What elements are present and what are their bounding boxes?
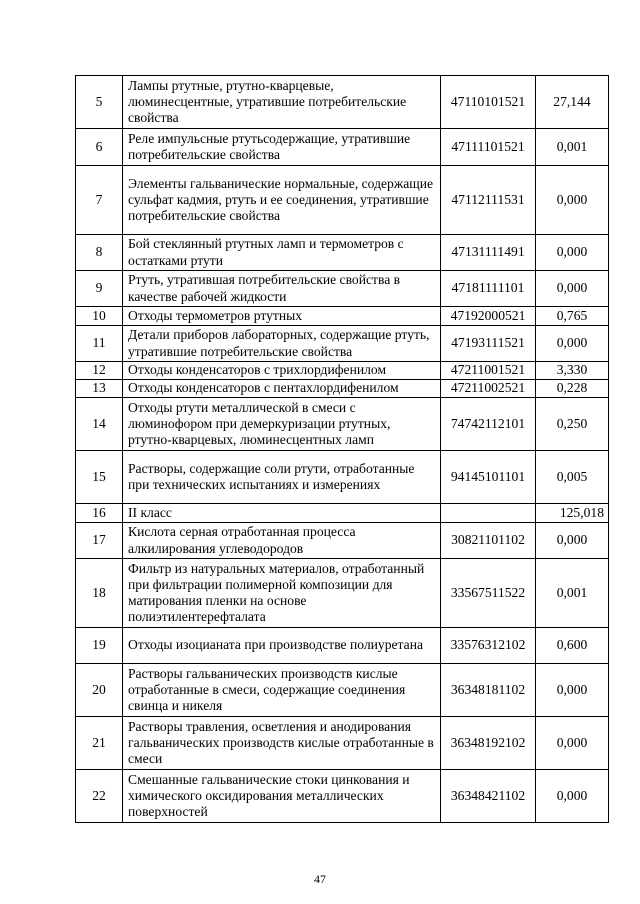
table-row — [76, 398, 609, 451]
fkko-code: 47211001521 — [441, 362, 536, 380]
waste-name: Растворы травления, осветления и анодирования гальванических производств кислые отработанные в смеси — [123, 717, 441, 770]
fkko-code: 30821101102 — [441, 523, 536, 559]
waste-name: Кислота серная отработанная процесса алкилирования углеводородов — [123, 523, 441, 559]
table-row — [76, 559, 609, 628]
waste-quantity: 0,000 — [536, 166, 609, 235]
waste-name: Реле импульсные ртутьсодержащие, утратившие потребительские свойства — [123, 129, 441, 166]
waste-name: Отходы конденсаторов с трихлордифенилом — [123, 362, 441, 380]
table-row — [76, 770, 609, 823]
row-number: 12 — [76, 362, 123, 380]
fkko-code — [441, 504, 536, 523]
page-number: 47 — [314, 872, 326, 886]
waste-quantity: 0,001 — [536, 129, 609, 166]
row-number: 16 — [76, 504, 123, 523]
fkko-code: 94145101101 — [441, 451, 536, 504]
fkko-code: 47112111531 — [441, 166, 536, 235]
waste-name: Смешанные гальванические стоки цинкования и химического оксидирования металлических поверхностей — [123, 770, 441, 823]
row-number: 11 — [76, 326, 123, 362]
waste-name: Ртуть, утратившая потребительские свойства в качестве рабочей жидкости — [123, 271, 441, 307]
row-number: 14 — [76, 398, 123, 451]
row-number: 19 — [76, 628, 123, 664]
table-row — [76, 271, 609, 307]
row-number: 9 — [76, 271, 123, 307]
waste-quantity: 0,228 — [536, 380, 609, 398]
waste-name: Растворы гальванических производств кислые отработанные в смеси, содержащие соединения свинца и никеля — [123, 664, 441, 717]
row-number: 10 — [76, 307, 123, 326]
waste-quantity: 125,018 — [536, 504, 609, 523]
fkko-code: 47192000521 — [441, 307, 536, 326]
row-number: 18 — [76, 559, 123, 628]
fkko-code: 74742112101 — [441, 398, 536, 451]
table-row — [76, 166, 609, 235]
table-row — [76, 307, 609, 326]
table-row — [76, 451, 609, 504]
waste-quantity: 0,000 — [536, 523, 609, 559]
table-row — [76, 326, 609, 362]
row-number: 15 — [76, 451, 123, 504]
waste-name: Отходы ртути металлической в смеси с люминофором при демеркуризации ртутных, ртутно-кварцевых, люминесцентных ламп — [123, 398, 441, 451]
waste-quantity: 0,000 — [536, 717, 609, 770]
fkko-code: 33576312102 — [441, 628, 536, 664]
fkko-code: 47110101521 — [441, 76, 536, 129]
table-row — [76, 235, 609, 271]
waste-quantity: 0,005 — [536, 451, 609, 504]
waste-name: Отходы изоцианата при производстве полиуретана — [123, 628, 441, 664]
row-number: 6 — [76, 129, 123, 166]
waste-quantity: 0,000 — [536, 271, 609, 307]
waste-name: II класс — [123, 504, 441, 523]
table-row — [76, 504, 609, 523]
waste-quantity: 0,000 — [536, 326, 609, 362]
table-row — [76, 717, 609, 770]
table-row — [76, 523, 609, 559]
table-body — [76, 76, 609, 823]
row-number: 17 — [76, 523, 123, 559]
waste-quantity: 3,330 — [536, 362, 609, 380]
row-number: 7 — [76, 166, 123, 235]
waste-name: Бой стеклянный ртутных ламп и термометров с остатками ртути — [123, 235, 441, 271]
table-row — [76, 76, 609, 129]
row-number: 8 — [76, 235, 123, 271]
fkko-code: 33567511522 — [441, 559, 536, 628]
waste-name: Отходы термометров ртутных — [123, 307, 441, 326]
waste-table — [75, 75, 609, 823]
waste-quantity: 0,765 — [536, 307, 609, 326]
fkko-code: 47131111491 — [441, 235, 536, 271]
waste-quantity: 27,144 — [536, 76, 609, 129]
waste-quantity: 0,600 — [536, 628, 609, 664]
fkko-code: 36348181102 — [441, 664, 536, 717]
fkko-code: 36348192102 — [441, 717, 536, 770]
row-number: 22 — [76, 770, 123, 823]
waste-name: Растворы, содержащие соли ртути, отработанные при технических испытаниях и измерениях — [123, 451, 441, 504]
waste-name: Элементы гальванические нормальные, содержащие сульфат кадмия, ртуть и ее соединения, утратившие потребительские свойства — [123, 166, 441, 235]
table-row — [76, 362, 609, 380]
row-number: 20 — [76, 664, 123, 717]
row-number: 13 — [76, 380, 123, 398]
fkko-code: 47111101521 — [441, 129, 536, 166]
waste-quantity: 0,000 — [536, 664, 609, 717]
waste-name: Отходы конденсаторов с пентахлордифенилом — [123, 380, 441, 398]
row-number: 5 — [76, 76, 123, 129]
fkko-code: 47181111101 — [441, 271, 536, 307]
table-row — [76, 628, 609, 664]
waste-quantity: 0,000 — [536, 235, 609, 271]
table-row — [76, 380, 609, 398]
fkko-code: 36348421102 — [441, 770, 536, 823]
fkko-code: 47193111521 — [441, 326, 536, 362]
fkko-code: 47211002521 — [441, 380, 536, 398]
waste-name: Лампы ртутные, ртутно-кварцевые, люминесцентные, утратившие потребительские свойства — [123, 76, 441, 129]
row-number: 21 — [76, 717, 123, 770]
waste-quantity: 0,250 — [536, 398, 609, 451]
table-row — [76, 129, 609, 166]
table-row — [76, 664, 609, 717]
waste-quantity: 0,000 — [536, 770, 609, 823]
waste-quantity: 0,001 — [536, 559, 609, 628]
waste-name: Фильтр из натуральных материалов, отработанный при фильтрации полимерной композиции для матирования пленки на основе полиэтилентерефталата — [123, 559, 441, 628]
waste-name: Детали приборов лабораторных, содержащие ртуть, утратившие потребительские свойства — [123, 326, 441, 362]
